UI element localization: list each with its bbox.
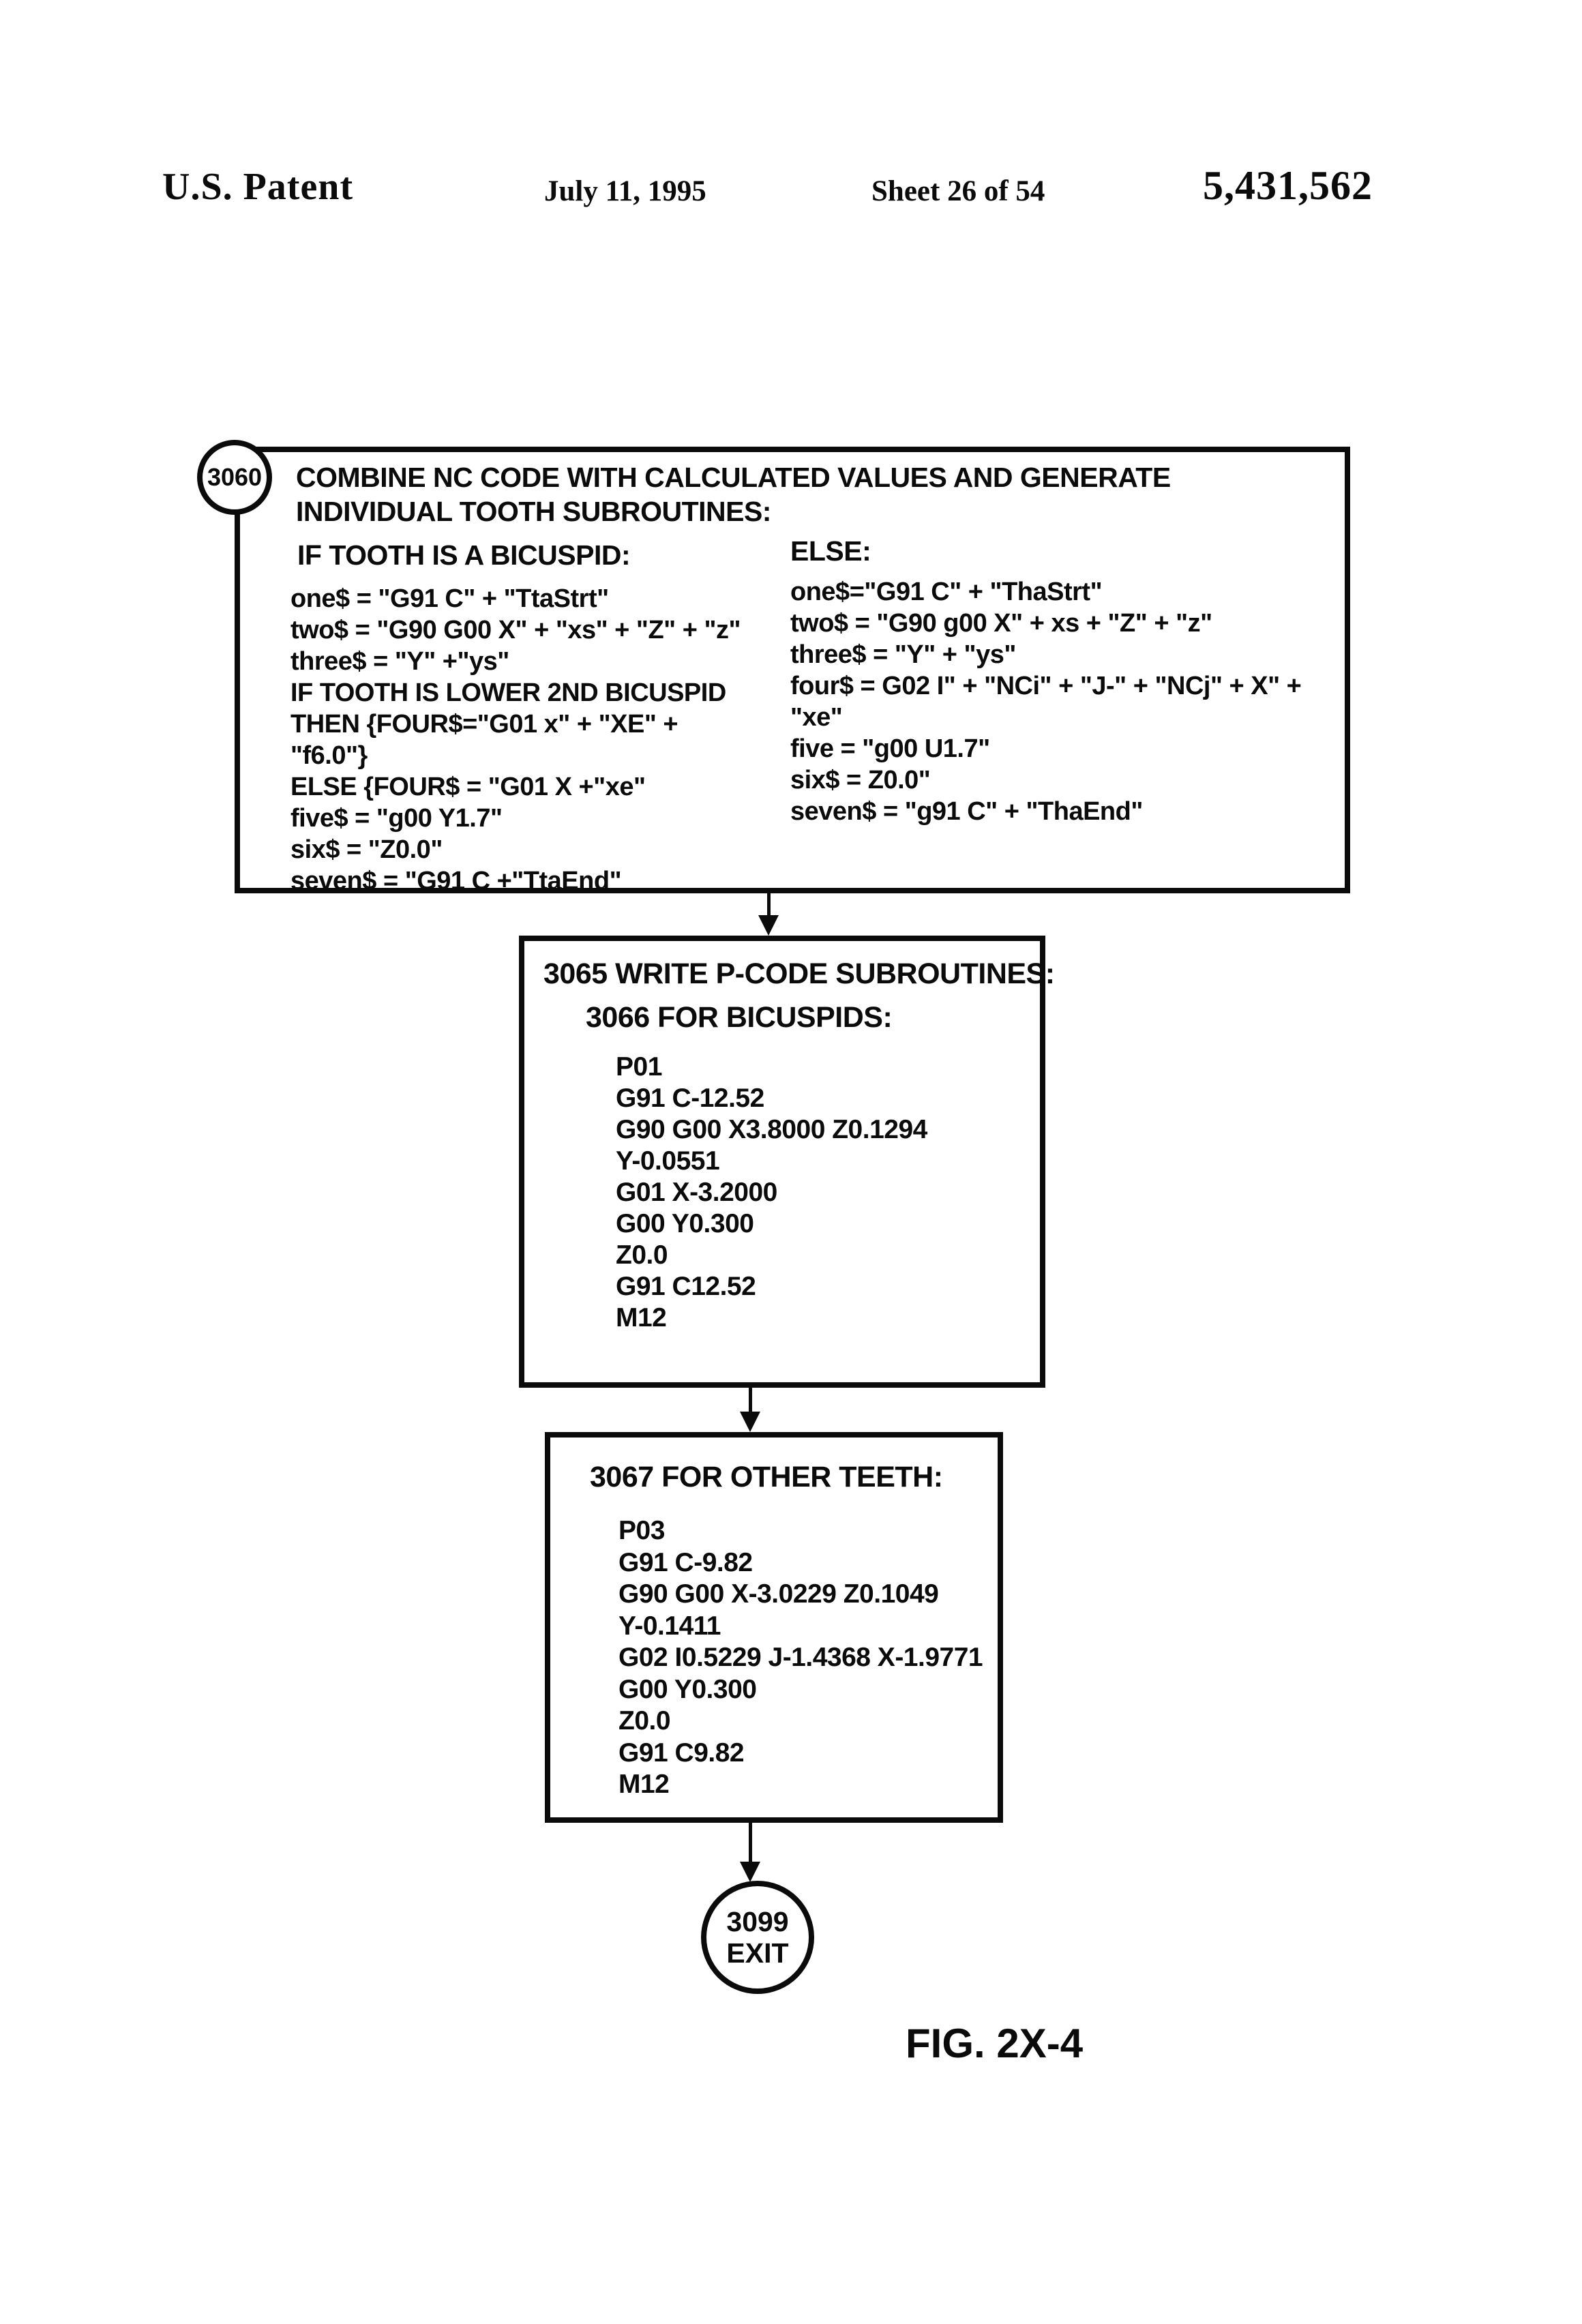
- exit-node-label: EXIT: [726, 1937, 789, 1969]
- code-line: seven$ = "G91 C +"TtaEnd": [290, 867, 622, 895]
- code-line: "f6.0"}: [290, 741, 368, 770]
- flow-box-3067: [545, 1432, 1003, 1823]
- code-line: one$ = "G91 C" + "TtaStrt": [290, 584, 609, 613]
- figure-label: FIG. 2X-4: [906, 2021, 1084, 2066]
- box3060-title: [296, 460, 1171, 528]
- code-line: "xe": [790, 703, 843, 732]
- flow-node-circle-3060: [197, 440, 272, 515]
- box3060-right-code-block: [790, 576, 1301, 827]
- code-line: four$ = G02 I" + "NCi" + "J-" + "NCj" + X" +: [790, 672, 1302, 700]
- code-line: G91 C9.82: [618, 1738, 745, 1768]
- code-line: G00 Y0.300: [616, 1209, 754, 1238]
- code-line: two$ = "G90 G00 X" + "xs" + "Z" + "z": [290, 616, 741, 644]
- code-line: IF TOOTH IS LOWER 2ND BICUSPID: [290, 679, 726, 707]
- patent-header-sheet: Sheet 26 of 54: [871, 175, 1045, 207]
- flow-arrow-icon-1: [758, 915, 779, 936]
- code-line: G01 X-3.2000: [616, 1178, 777, 1207]
- box3060-left-code-block: [290, 583, 741, 897]
- code-line: Z0.0: [616, 1240, 668, 1270]
- code-line: G91 C-12.52: [616, 1084, 764, 1113]
- code-line: G91 C12.52: [616, 1272, 756, 1301]
- box3065-code-block: [616, 1052, 927, 1334]
- flow-node-circle-3099: [701, 1881, 814, 1994]
- box3060-title-line2: INDIVIDUAL TOOTH SUBROUTINES:: [296, 496, 771, 527]
- code-line: seven$ = "g91 C" + "ThaEnd": [790, 797, 1143, 826]
- code-line: G02 I0.5229 J-1.4368 X-1.9771: [618, 1643, 983, 1672]
- box3060-right-heading: ELSE:: [790, 535, 871, 567]
- code-line: M12: [616, 1303, 667, 1332]
- flow-arrow-icon-2: [740, 1412, 760, 1432]
- flow-box-3060: [235, 447, 1350, 893]
- code-line: six$ = Z0.0": [790, 766, 931, 794]
- patent-header-title: U.S. Patent: [162, 166, 354, 208]
- code-line: M12: [618, 1770, 670, 1799]
- code-line: P03: [618, 1516, 665, 1545]
- code-line: G90 G00 X3.8000 Z0.1294: [616, 1115, 927, 1144]
- code-line: THEN {FOUR$="G01 x" + "XE" +: [290, 710, 678, 739]
- patent-header-number: 5,431,562: [1203, 163, 1373, 208]
- flow-connector-line-3: [749, 1823, 752, 1865]
- flow-arrow-icon-3: [740, 1862, 760, 1882]
- box3060-left-heading: IF TOOTH IS A BICUSPID:: [297, 539, 631, 571]
- code-line: five = "g00 U1.7": [790, 734, 990, 763]
- code-line: Y-0.0551: [616, 1146, 720, 1176]
- code-line: Z0.0: [618, 1706, 671, 1735]
- code-line: three$ = "Y" +"ys": [290, 647, 509, 676]
- box3060-title-line1: COMBINE NC CODE WITH CALCULATED VALUES AND GENERATE: [296, 462, 1171, 493]
- code-line: five$ = "g00 Y1.7": [290, 804, 503, 833]
- flow-box-3065: [519, 936, 1055, 1388]
- code-line: G00 Y0.300: [618, 1674, 757, 1704]
- code-line: G91 C-9.82: [618, 1547, 753, 1577]
- patent-header-date: July 11, 1995: [544, 175, 706, 207]
- box3067-code-block: [618, 1515, 983, 1801]
- code-line: G90 G00 X-3.0229 Z0.1049: [618, 1579, 939, 1609]
- box3065-subheading: 3066 FOR BICUSPIDS:: [586, 1001, 893, 1034]
- code-line: Y-0.1411: [618, 1611, 721, 1641]
- code-line: P01: [616, 1052, 662, 1082]
- code-line: two$ = "G90 g00 X" + xs + "Z" + "z": [790, 609, 1212, 638]
- flow-connector-line-2: [749, 1388, 752, 1415]
- box3067-heading: 3067 FOR OTHER TEETH:: [590, 1461, 943, 1493]
- code-line: six$ = "Z0.0": [290, 835, 443, 864]
- code-line: ELSE {FOUR$ = "G01 X +"xe": [290, 773, 646, 801]
- node-id-3060: 3060: [207, 463, 263, 491]
- code-line: one$="G91 C" + "ThaStrt": [790, 578, 1103, 606]
- exit-node-id: 3099: [726, 1906, 789, 1937]
- code-line: three$ = "Y" + "ys": [790, 640, 1016, 669]
- box3065-heading: 3065 WRITE P-CODE SUBROUTINES:: [543, 957, 1055, 990]
